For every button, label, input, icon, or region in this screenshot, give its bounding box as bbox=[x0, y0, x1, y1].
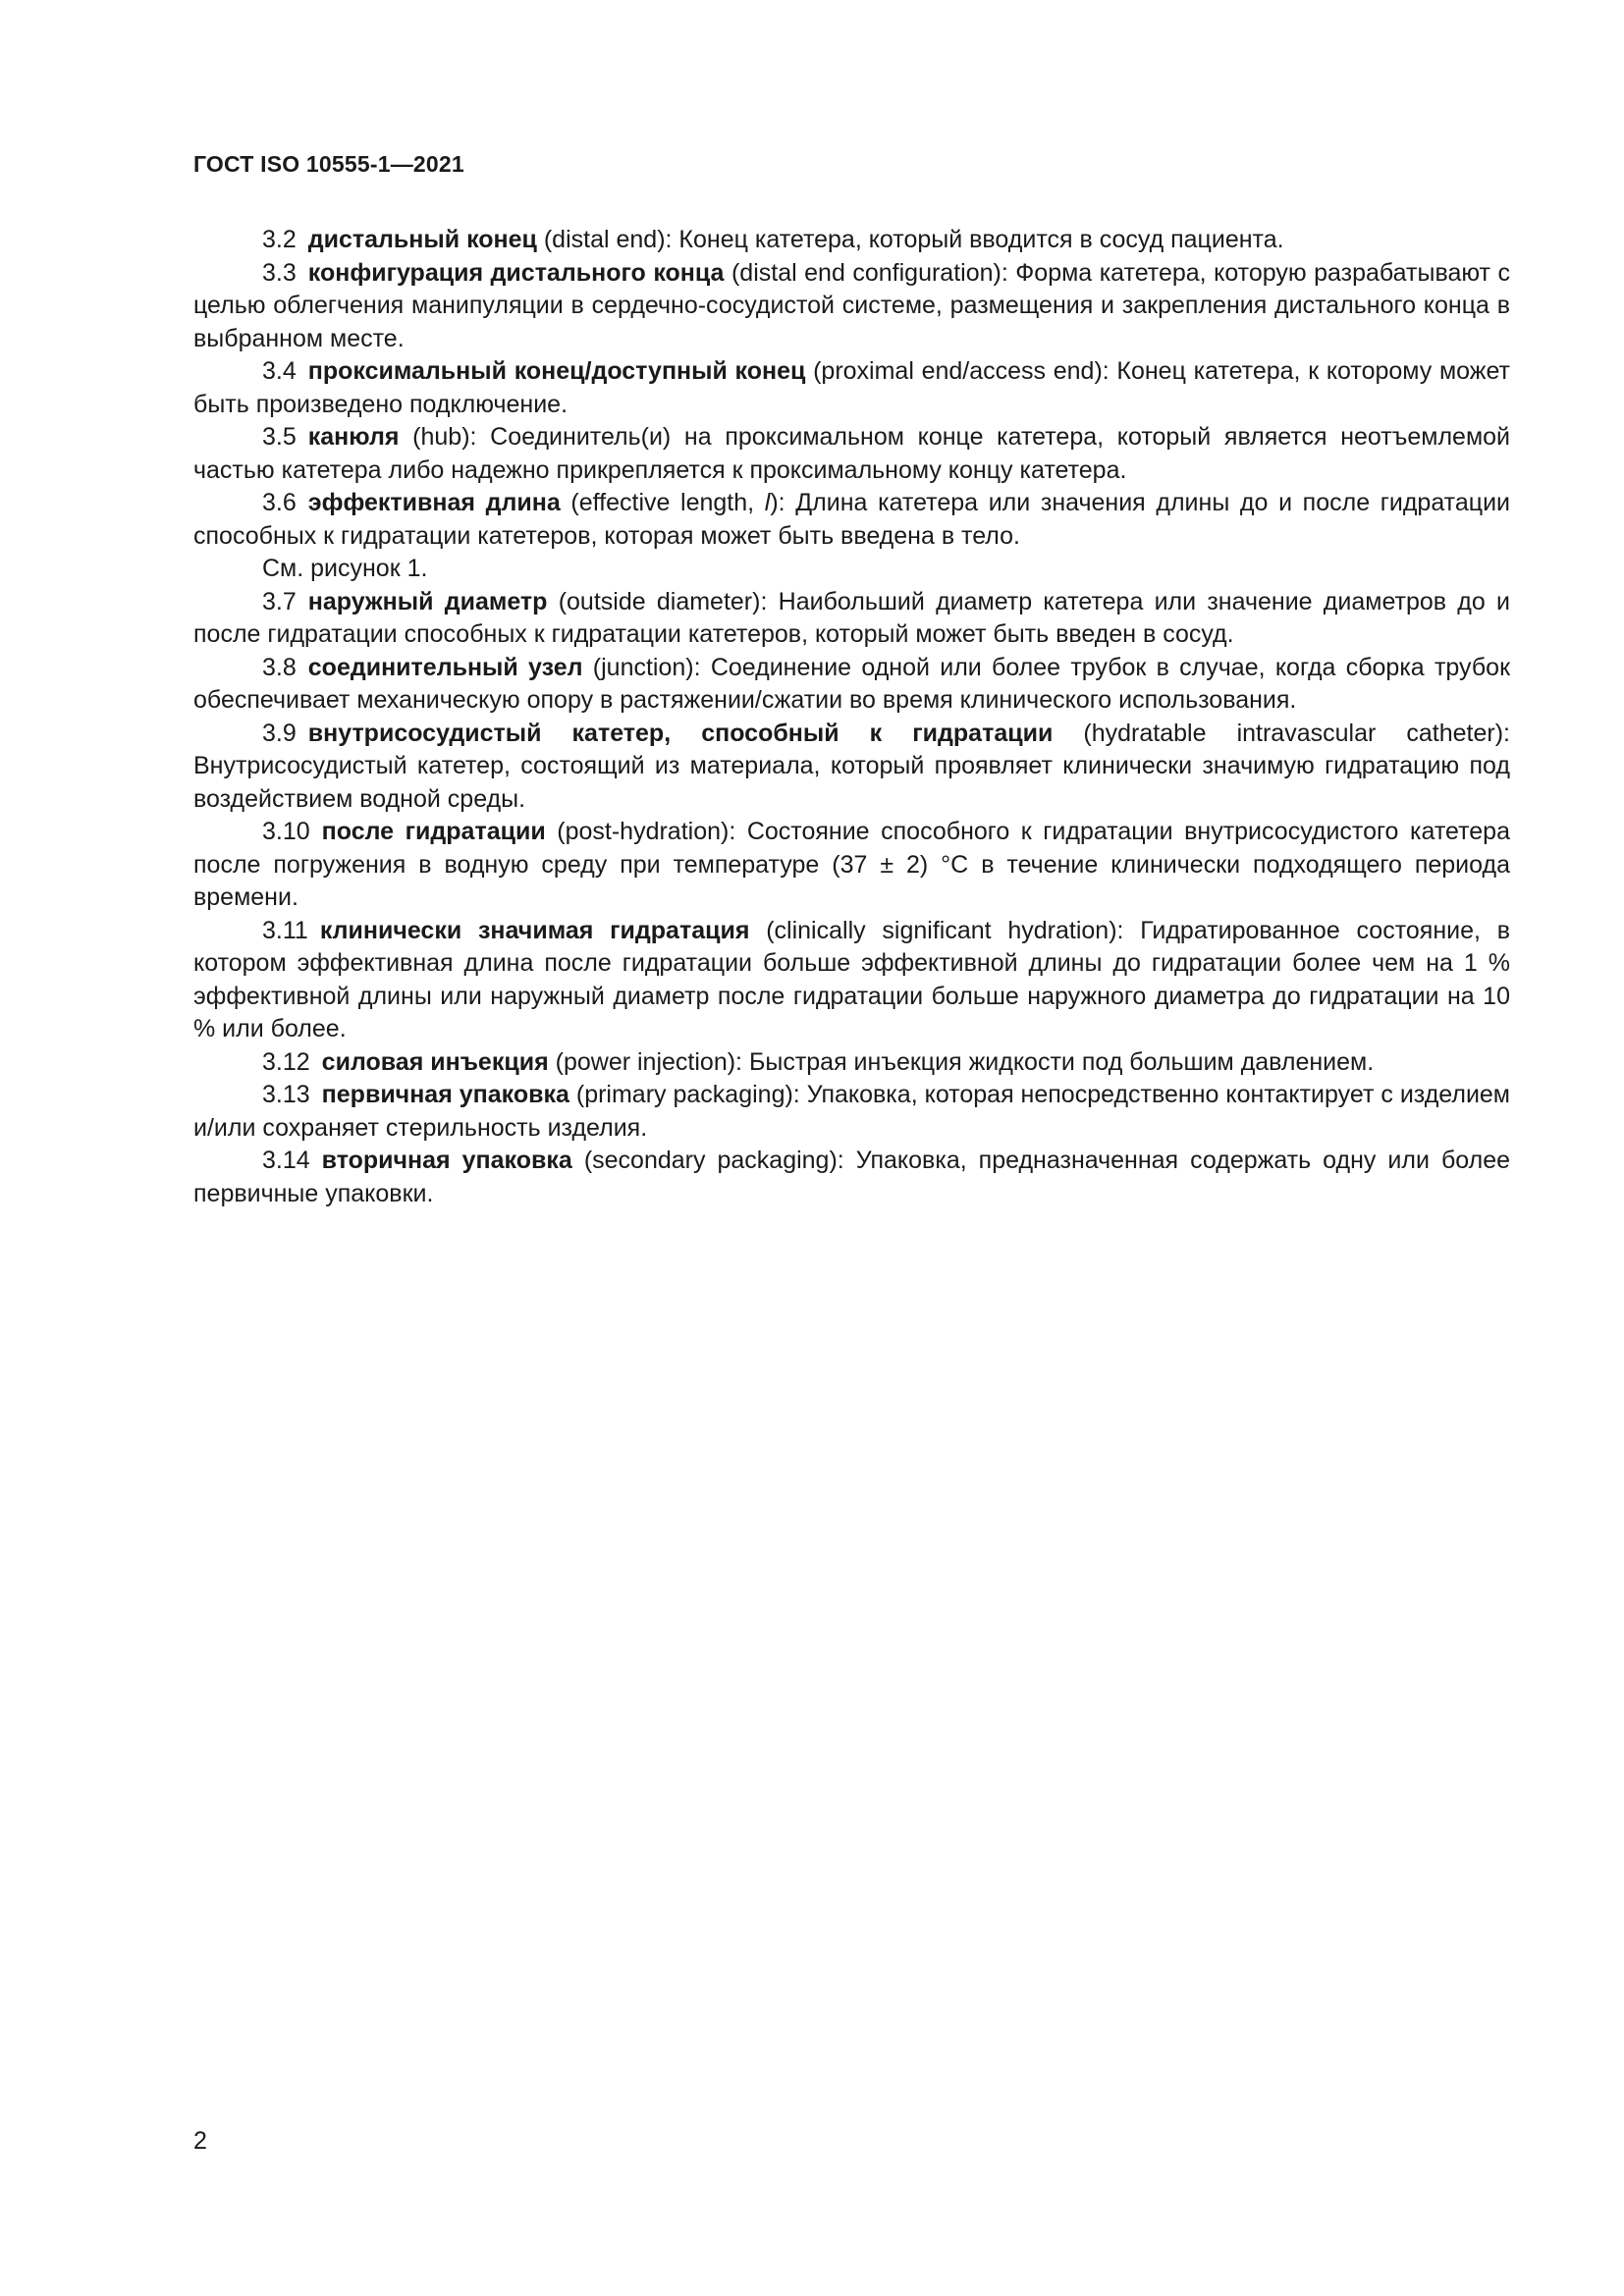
definition-term: наружный диаметр bbox=[307, 587, 548, 615]
definition-text: (secondary packaging): Упаковка, предназначенная содержать одну или более первичные упаковки. bbox=[193, 1147, 1511, 1207]
definition-term: канюля bbox=[307, 423, 400, 451]
document-header: ГОСТ ISO 10555-1—2021 bbox=[193, 151, 464, 177]
definition-3-4 bbox=[193, 355, 1510, 421]
definition-term: после гидратации bbox=[321, 818, 546, 845]
note-text: См. рисунок 1. bbox=[262, 555, 428, 582]
definition-3-7 bbox=[193, 586, 1510, 652]
definition-text: (primary packaging): Упаковка, которая непосредственно контактирует с изделием и/или сохраняет стерильность изделия. bbox=[193, 1081, 1510, 1142]
definition-term: проксимальный конец/доступный конец bbox=[307, 357, 806, 385]
definition-term: вторичная упаковка bbox=[321, 1147, 572, 1174]
definition-text: (hydratable intravascular catheter): Внутрисосудистый катетер, состоящий из материала, который проявляет клинически значимую гидратацию под воздействием водной среды. bbox=[193, 719, 1510, 813]
definition-number: 3.4 bbox=[262, 357, 297, 385]
page-number: 2 bbox=[193, 2127, 207, 2155]
definition-text: (outside diameter): Наибольший диаметр катетера или значение диаметров до и после гидратации способных к гидратации катетеров, который может быть введен в сосуд. bbox=[193, 587, 1510, 648]
definition-text: (proximal end/access end): Конец катетера, к которому может быть произведено подключение. bbox=[193, 357, 1510, 418]
definition-number: 3.3 bbox=[262, 258, 297, 287]
definition-number: 3.12 bbox=[262, 1047, 310, 1076]
definition-3-5 bbox=[193, 421, 1510, 487]
definition-text: (post-hydration): Состояние способного к гидратации внутрисосудистого катетера после погружения в водную среду при температуре (37 ± 2) °С в течение клинически подходящего периода времени. bbox=[193, 818, 1510, 911]
definition-term: эффективная длина bbox=[307, 489, 561, 516]
definition-3-14 bbox=[193, 1145, 1510, 1210]
definition-3-9 bbox=[193, 718, 1510, 817]
definition-3-6 bbox=[193, 487, 1510, 553]
definition-text: (effective length, bbox=[570, 489, 765, 516]
definition-3-12 bbox=[193, 1046, 1510, 1080]
definition-number: 3.9 bbox=[262, 719, 297, 747]
definition-number: 3.11 bbox=[262, 916, 308, 944]
figure-reference-note bbox=[193, 553, 1510, 586]
definition-number: 3.7 bbox=[262, 587, 297, 615]
definition-text: ): Длина катетера или значения длины до и после гидратации способных к гидратации катетеров, которая может быть введена в тело. bbox=[193, 489, 1511, 550]
definition-number: 3.8 bbox=[262, 653, 297, 681]
definition-term: внутрисосудистый катетер, способный к гидратации bbox=[307, 719, 1054, 747]
definition-3-8 bbox=[193, 652, 1510, 718]
definition-text: (hub): Соединитель(и) на проксимальном конце катетера, который является неотъемлемой частью катетера либо надежно прикрепляется к проксимальному концу катетера. bbox=[193, 423, 1511, 484]
definition-term: первичная упаковка bbox=[321, 1081, 569, 1108]
definition-term: конфигурация дистального конца bbox=[307, 258, 725, 287]
definition-text: (distal end): Конец катетера, который вводится в сосуд пациента. bbox=[543, 226, 1284, 253]
definition-text: (junction): Соединение одной или более трубок в случае, когда сборка трубок обеспечивает механическую опору в растяжении/сжатии во время клинического использования. bbox=[193, 653, 1510, 714]
definition-3-11 bbox=[193, 915, 1510, 1046]
length-symbol: l bbox=[764, 489, 771, 516]
definition-3-13 bbox=[193, 1079, 1510, 1145]
definition-term: клинически значимая гидратация bbox=[319, 916, 750, 944]
definition-term: соединительный узел bbox=[307, 653, 583, 681]
definitions-section bbox=[193, 224, 1510, 1210]
definition-number: 3.14 bbox=[262, 1147, 310, 1174]
definition-3-10 bbox=[193, 816, 1510, 915]
definition-number: 3.5 bbox=[262, 423, 297, 451]
definition-term: дистальный конец bbox=[307, 226, 537, 253]
definition-text: (power injection): Быстрая инъекция жидкости под большим давлением. bbox=[555, 1047, 1375, 1076]
definition-3-3 bbox=[193, 257, 1510, 356]
definition-number: 3.6 bbox=[262, 489, 297, 516]
definition-number: 3.13 bbox=[262, 1081, 310, 1108]
definition-number: 3.2 bbox=[262, 226, 297, 253]
definition-text: (distal end configuration): Форма катетера, которую разрабатывают с целью облегчения манипуляции в сердечно-сосудистой системе, размещения и закрепления дистального конца в выбранном месте. bbox=[193, 258, 1510, 352]
definition-text: (clinically significant hydration): Гидратированное состояние, в котором эффективная длина после гидратации больше эффективной длины до гидратации более чем на 1 % эффективной длины или наружный диаметр после гидратации больше наружного диаметра до гидратации на 10 % или более. bbox=[193, 916, 1510, 1042]
definition-term: силовая инъекция bbox=[321, 1047, 549, 1076]
definition-number: 3.10 bbox=[262, 818, 310, 845]
definition-3-2 bbox=[193, 224, 1510, 257]
